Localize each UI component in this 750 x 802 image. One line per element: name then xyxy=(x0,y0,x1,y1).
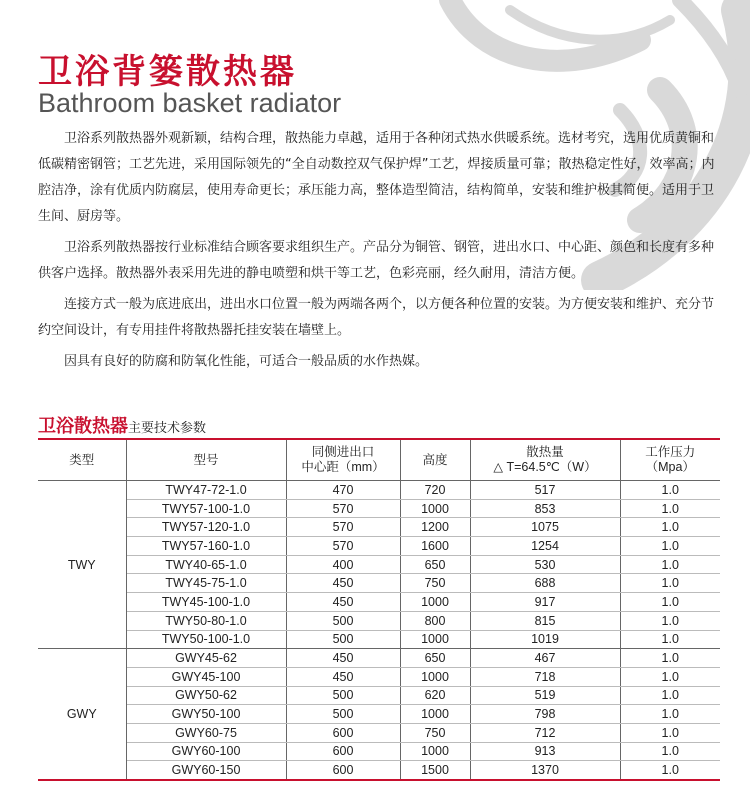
cell-pressure: 1.0 xyxy=(620,705,720,724)
header-model: 型号 xyxy=(126,439,286,481)
cell-pressure: 1.0 xyxy=(620,723,720,742)
cell-model: GWY60-150 xyxy=(126,761,286,780)
cell-heat: 1370 xyxy=(470,761,620,780)
cell-heat: 1019 xyxy=(470,630,620,649)
cell-heat: 467 xyxy=(470,649,620,668)
cell-height: 720 xyxy=(400,481,470,500)
table-row xyxy=(38,686,720,705)
cell-model: GWY60-75 xyxy=(126,723,286,742)
cell-model: TWY45-100-1.0 xyxy=(126,593,286,612)
description xyxy=(38,126,718,380)
cell-center: 570 xyxy=(286,518,400,537)
cell-pressure: 1.0 xyxy=(620,667,720,686)
cell-pressure: 1.0 xyxy=(620,518,720,537)
spec-table xyxy=(38,438,720,781)
cell-center: 400 xyxy=(286,555,400,574)
cell-pressure: 1.0 xyxy=(620,481,720,500)
cell-center: 450 xyxy=(286,593,400,612)
cell-pressure: 1.0 xyxy=(620,686,720,705)
cell-pressure: 1.0 xyxy=(620,574,720,593)
header-center-distance: 同侧进出口 中心距（mm） xyxy=(286,439,400,481)
table-row xyxy=(38,742,720,761)
cell-height: 1200 xyxy=(400,518,470,537)
cell-height: 1000 xyxy=(400,667,470,686)
table-row xyxy=(38,593,720,612)
cell-pressure: 1.0 xyxy=(620,499,720,518)
header-heat-output: 散热量 △ T=64.5℃（W） xyxy=(470,439,620,481)
table-row xyxy=(38,555,720,574)
cell-pressure: 1.0 xyxy=(620,593,720,612)
cell-pressure: 1.0 xyxy=(620,555,720,574)
cell-center: 470 xyxy=(286,481,400,500)
table-row xyxy=(38,705,720,724)
table-row xyxy=(38,611,720,630)
cell-model: GWY50-100 xyxy=(126,705,286,724)
cell-model: GWY45-100 xyxy=(126,667,286,686)
cell-height: 620 xyxy=(400,686,470,705)
cell-center: 570 xyxy=(286,537,400,556)
cell-height: 750 xyxy=(400,723,470,742)
cell-height: 800 xyxy=(400,611,470,630)
cell-height: 1000 xyxy=(400,593,470,612)
cell-center: 500 xyxy=(286,705,400,724)
table-row xyxy=(38,537,720,556)
table-body xyxy=(38,481,720,781)
cell-center: 450 xyxy=(286,574,400,593)
cell-center: 500 xyxy=(286,630,400,649)
cell-model: GWY45-62 xyxy=(126,649,286,668)
cell-height: 650 xyxy=(400,555,470,574)
page-subtitle: Bathroom basket radiator xyxy=(38,88,342,118)
cell-pressure: 1.0 xyxy=(620,761,720,780)
cell-heat: 718 xyxy=(470,667,620,686)
cell-center: 600 xyxy=(286,742,400,761)
table-row xyxy=(38,481,720,500)
cell-model: TWY45-75-1.0 xyxy=(126,574,286,593)
cell-model: GWY60-100 xyxy=(126,742,286,761)
cell-heat: 1075 xyxy=(470,518,620,537)
cell-heat: 1254 xyxy=(470,537,620,556)
table-row xyxy=(38,723,720,742)
table-row xyxy=(38,667,720,686)
header-height: 高度 xyxy=(400,439,470,481)
cell-height: 1000 xyxy=(400,499,470,518)
cell-height: 750 xyxy=(400,574,470,593)
cell-heat: 913 xyxy=(470,742,620,761)
cell-model: GWY50-62 xyxy=(126,686,286,705)
cell-heat: 530 xyxy=(470,555,620,574)
page-title: 卫浴背篓散热器 xyxy=(38,52,297,92)
cell-pressure: 1.0 xyxy=(620,742,720,761)
cell-heat: 688 xyxy=(470,574,620,593)
cell-model: TWY57-120-1.0 xyxy=(126,518,286,537)
table-title xyxy=(38,412,206,438)
table-row xyxy=(38,649,720,668)
paragraph: 卫浴系列散热器外观新颖，结构合理，散热能力卓越，适用于各种闭式热水供暖系统。选材考究，选用优质黄铜和低碳精密钢管；工艺先进，采用国际领先的“全自动数控双气保护焊”工艺，焊接质量可靠；散热稳定性好，效率高；内腔洁净，涂有优质内防腐层，使用寿命更长；承压能力高，整体造型简洁，结构简单，安装和维护极其简便。适用于卫生间、厨房等。 xyxy=(38,131,715,224)
cell-model: TWY50-100-1.0 xyxy=(126,630,286,649)
cell-pressure: 1.0 xyxy=(620,611,720,630)
table-title-main: 卫浴散热器 xyxy=(38,416,128,437)
cell-center: 600 xyxy=(286,761,400,780)
cell-center: 600 xyxy=(286,723,400,742)
cell-heat: 917 xyxy=(470,593,620,612)
cell-heat: 712 xyxy=(470,723,620,742)
table-title-sub: 主要技术参数 xyxy=(128,421,207,436)
cell-heat: 815 xyxy=(470,611,620,630)
cell-height: 1500 xyxy=(400,761,470,780)
cell-center: 500 xyxy=(286,611,400,630)
cell-pressure: 1.0 xyxy=(620,649,720,668)
paragraph: 卫浴系列散热器按行业标准结合顾客要求组织生产。产品分为铜管、钢管，进出水口、中心距、颜色和长度有多种供客户选择。散热器外表采用先进的静电喷塑和烘干等工艺，色彩亮丽，经久耐用，清洁方便。 xyxy=(38,240,715,281)
table-row xyxy=(38,574,720,593)
cell-model: TWY50-80-1.0 xyxy=(126,611,286,630)
header-type: 类型 xyxy=(38,439,126,481)
table-row xyxy=(38,630,720,649)
cell-heat: 798 xyxy=(470,705,620,724)
cell-height: 1600 xyxy=(400,537,470,556)
cell-height: 1000 xyxy=(400,742,470,761)
cell-type: GWY xyxy=(38,649,126,780)
cell-heat: 853 xyxy=(470,499,620,518)
cell-pressure: 1.0 xyxy=(620,630,720,649)
cell-heat: 519 xyxy=(470,686,620,705)
cell-type: TWY xyxy=(38,481,126,649)
cell-heat: 517 xyxy=(470,481,620,500)
paragraph: 因具有良好的防腐和防氧化性能，可适合一般品质的水作热媒。 xyxy=(64,354,429,369)
cell-model: TWY40-65-1.0 xyxy=(126,555,286,574)
cell-model: TWY57-100-1.0 xyxy=(126,499,286,518)
cell-model: TWY47-72-1.0 xyxy=(126,481,286,500)
cell-height: 1000 xyxy=(400,705,470,724)
cell-center: 570 xyxy=(286,499,400,518)
table-row xyxy=(38,761,720,780)
cell-center: 450 xyxy=(286,667,400,686)
cell-height: 650 xyxy=(400,649,470,668)
cell-height: 1000 xyxy=(400,630,470,649)
table-row xyxy=(38,499,720,518)
cell-pressure: 1.0 xyxy=(620,537,720,556)
table-header-row xyxy=(38,439,720,481)
cell-center: 450 xyxy=(286,649,400,668)
cell-center: 500 xyxy=(286,686,400,705)
header-pressure: 工作压力 （Mpa） xyxy=(620,439,720,481)
table-row xyxy=(38,518,720,537)
paragraph: 连接方式一般为底进底出，进出水口位置一般为两端各两个，以方便各种位置的安装。为方便安装和维护、充分节约空间设计，有专用挂件将散热器托挂安装在墙壁上。 xyxy=(38,297,715,338)
cell-model: TWY57-160-1.0 xyxy=(126,537,286,556)
